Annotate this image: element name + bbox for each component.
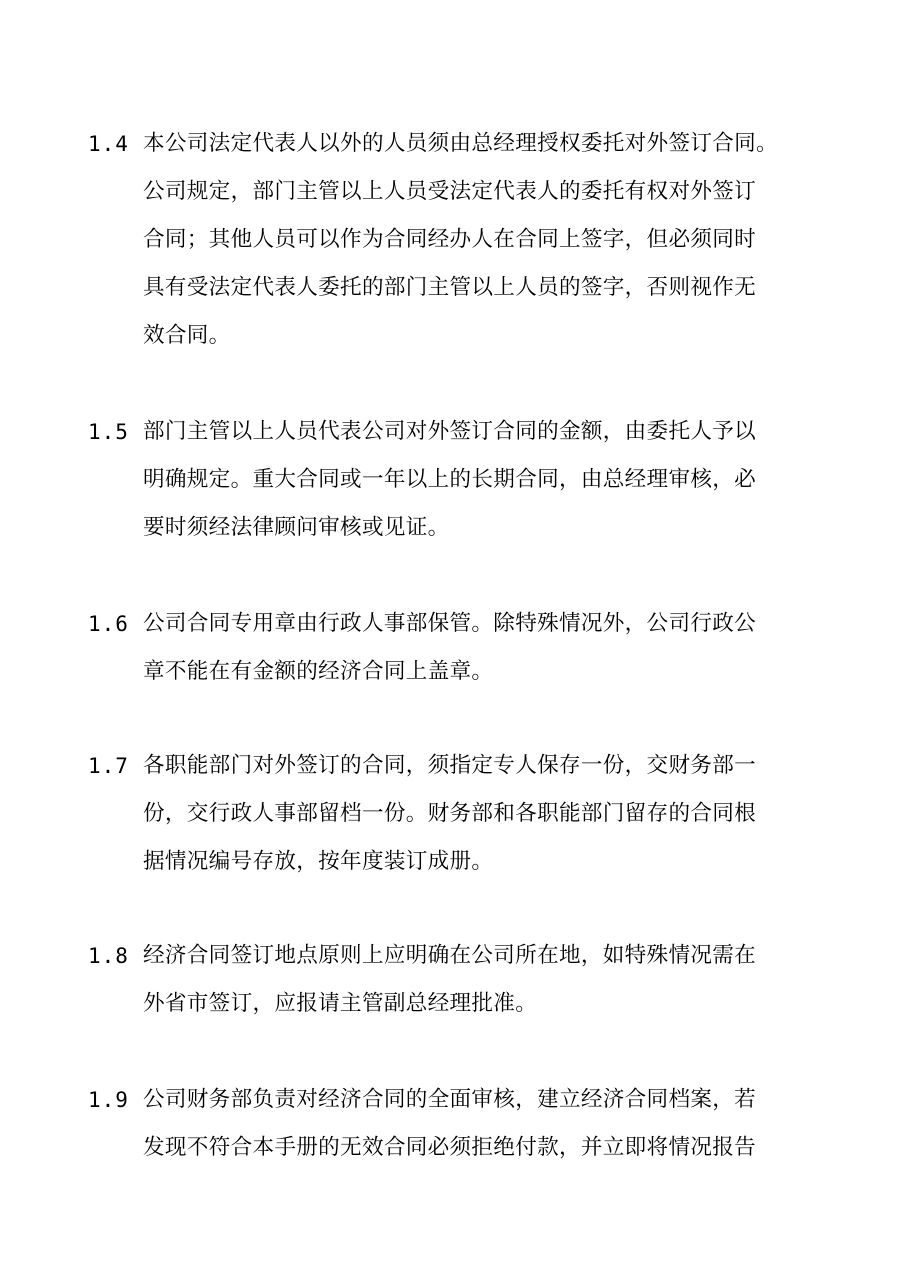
- clause-body: [143, 742, 843, 886]
- clause-number: 1.4: [88, 132, 129, 156]
- clause-line: 份，交行政人事部留档一份。财务部和各职能部门留存的合同根: [143, 801, 757, 826]
- clause-line: 合同；其他人员可以作为合同经办人在合同上签字，但必须同时: [143, 227, 757, 252]
- clause-number: 1.5: [88, 420, 129, 444]
- clause-line: 外省市签订，应报请主管副总经理批准。: [143, 991, 538, 1016]
- clause-body: [143, 600, 843, 696]
- clause-number: 1.7: [88, 754, 129, 778]
- clause-line: 各职能部门对外签订的合同，须指定专人保存一份，交财务部一: [143, 753, 757, 778]
- clause-body: [143, 120, 843, 360]
- clause-line: 公司财务部负责对经济合同的全面审核，建立经济合同档案，若: [143, 1087, 757, 1112]
- clause-body: [143, 1076, 843, 1172]
- clause-line: 要时须经法律顾问审核或见证。: [143, 515, 450, 540]
- clause-line: 发现不符合本手册的无效合同必须拒绝付款，并立即将情况报告: [143, 1135, 757, 1160]
- clause-line: 据情况编号存放，按年度装订成册。: [143, 849, 494, 874]
- clause-line: 公司规定，部门主管以上人员受法定代表人的委托有权对外签订: [143, 179, 757, 204]
- clause-body: [143, 408, 843, 552]
- clause-line: 效合同。: [143, 323, 231, 348]
- clause-line: 公司合同专用章由行政人事部保管。除特殊情况外，公司行政公: [143, 611, 757, 636]
- clause-number: 1.8: [88, 944, 129, 968]
- clause-line: 经济合同签订地点原则上应明确在公司所在地，如特殊情况需在: [143, 943, 757, 968]
- clause-line: 具有受法定代表人委托的部门主管以上人员的签字，否则视作无: [143, 275, 757, 300]
- clause-number: 1.9: [88, 1088, 129, 1112]
- clause-line: 章不能在有金额的经济合同上盖章。: [143, 659, 494, 684]
- clause-line: 部门主管以上人员代表公司对外签订合同的金额，由委托人予以: [143, 419, 757, 444]
- clause-line: 明确规定。重大合同或一年以上的长期合同，由总经理审核，必: [143, 467, 757, 492]
- clause-line: 本公司法定代表人以外的人员须由总经理授权委托对外签订合同。: [143, 131, 778, 156]
- clause-body: [143, 932, 843, 1028]
- clause-number: 1.6: [88, 612, 129, 636]
